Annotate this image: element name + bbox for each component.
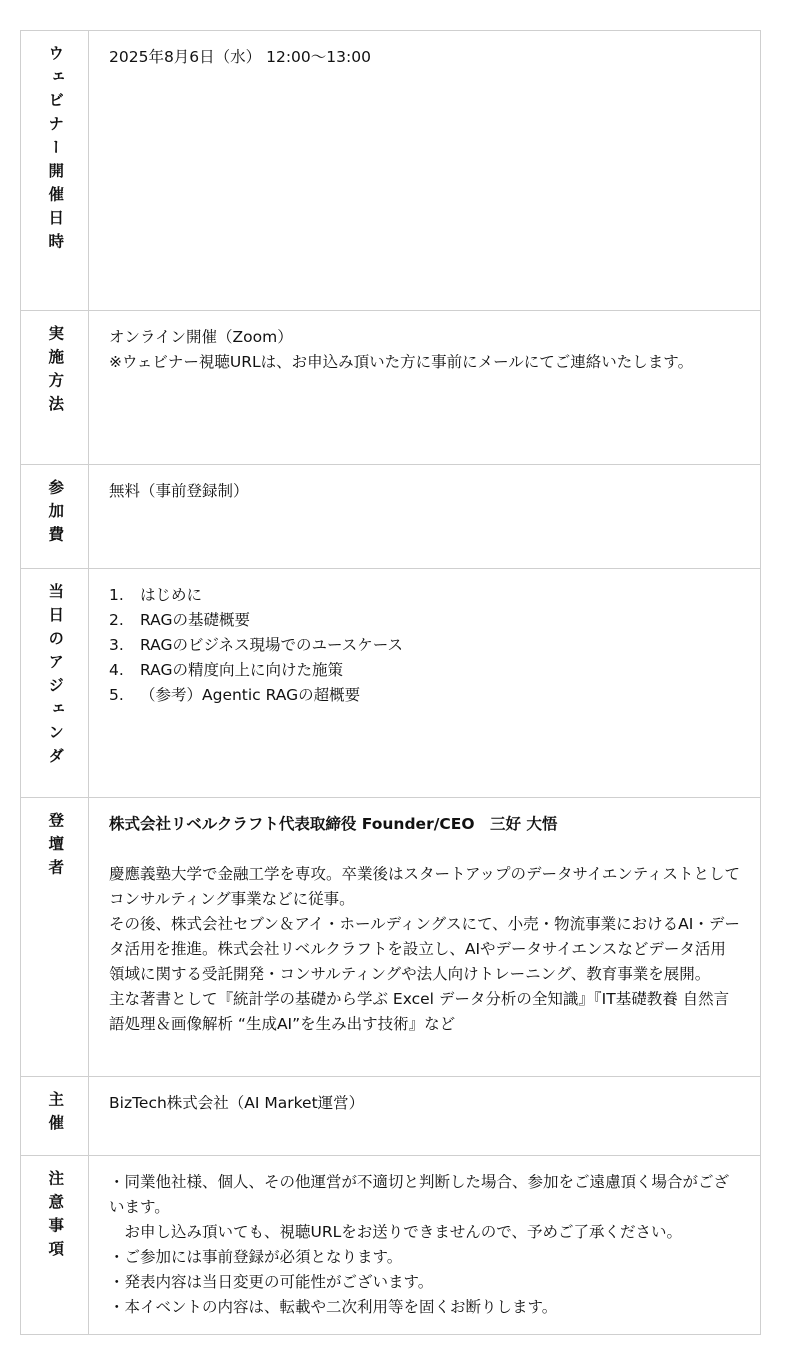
row-datetime xyxy=(21,31,760,311)
row-label-fee: 参加費 xyxy=(21,465,89,568)
row-label-datetime: ウェビナー開催日時 xyxy=(21,31,89,310)
row-label-speaker: 登壇者 xyxy=(21,798,89,1076)
row-content-speaker xyxy=(89,798,760,1076)
organizer-text: BizTech株式会社（AI Market運営） xyxy=(109,1094,365,1112)
agenda-item-text: はじめに xyxy=(140,586,203,604)
row-method xyxy=(21,311,760,465)
note-line: ・ご参加には事前登録が必須となります。 xyxy=(109,1248,403,1266)
speaker-bio: 慶應義塾大学で金融工学を専攻。卒業後はスタートアップのデータサイエンティストとしてコンサルティング事業などに従事。 xyxy=(109,865,741,908)
row-content-notes xyxy=(89,1156,760,1334)
row-organizer xyxy=(21,1077,760,1156)
row-speaker xyxy=(21,798,760,1077)
agenda-item xyxy=(109,608,740,633)
agenda-item xyxy=(109,658,740,683)
note-line: ・同業他社様、個人、その他運営が不適切と判断した場合、参加をご遠慮頂く場合がございます。 xyxy=(109,1173,730,1216)
row-content-organizer xyxy=(89,1077,760,1155)
event-datetime: 2025年8月6日（水） 12:00〜13:00 xyxy=(109,48,371,66)
agenda-item xyxy=(109,633,740,658)
fee-text: 無料（事前登録制） xyxy=(109,482,249,500)
agenda-item-number: 3. xyxy=(109,636,124,654)
agenda-item-text: RAGの精度向上に向けた施策 xyxy=(140,661,343,679)
row-content-agenda xyxy=(89,569,760,797)
agenda-item-number: 5. xyxy=(109,686,124,704)
speaker-books: 主な著書として『統計学の基礎から学ぶ Excel データ分析の全知識』『IT基礎教養 自然言語処理＆画像解析 “生成AI”を生み出す技術』など xyxy=(109,990,730,1033)
method-line: オンライン開催（Zoom） xyxy=(109,328,293,346)
row-label-organizer: 主催 xyxy=(21,1077,89,1155)
agenda-item xyxy=(109,583,740,608)
row-content-method xyxy=(89,311,760,464)
agenda-item xyxy=(109,683,740,708)
row-label-agenda: 当日のアジェンダ xyxy=(21,569,89,797)
row-notes xyxy=(21,1156,760,1334)
row-content-fee xyxy=(89,465,760,568)
note-line: ・本イベントの内容は、転載や二次利用等を固くお断りします。 xyxy=(109,1298,558,1316)
note-line: ・発表内容は当日変更の可能性がございます。 xyxy=(109,1273,434,1291)
event-info-table xyxy=(20,30,761,1335)
agenda-item-text: RAGの基礎概要 xyxy=(140,611,250,629)
row-content-datetime xyxy=(89,31,760,310)
agenda-item-number: 2. xyxy=(109,611,124,629)
speaker-name: 株式会社リベルクラフト代表取締役 Founder/CEO 三好 大悟 xyxy=(109,815,558,833)
agenda-item-text: RAGのビジネス現場でのユースケース xyxy=(140,636,403,654)
method-note: ※ウェビナー視聴URLは、お申込み頂いた方に事前にメールにてご連絡いたします。 xyxy=(109,353,694,371)
agenda-item-number: 1. xyxy=(109,586,124,604)
note-line: お申し込み頂いても、視聴URLをお送りできませんので、予めご了承ください。 xyxy=(109,1223,682,1241)
row-fee xyxy=(21,465,760,569)
row-label-method: 実施方法 xyxy=(21,311,89,464)
agenda-item-text: （参考）Agentic RAGの超概要 xyxy=(140,686,361,704)
speaker-career: その後、株式会社セブン＆アイ・ホールディングスにて、小売・物流事業におけるAI・データ活用を推進。株式会社リベルクラフトを設立し、AIやデータサイエンスなどデータ活用領域に関する受託開発・コンサルティングや法人向けトレーニング、教育事業を展開。 xyxy=(109,915,740,983)
row-agenda xyxy=(21,569,760,798)
agenda-item-number: 4. xyxy=(109,661,124,679)
row-label-notes: 注意事項 xyxy=(21,1156,89,1334)
